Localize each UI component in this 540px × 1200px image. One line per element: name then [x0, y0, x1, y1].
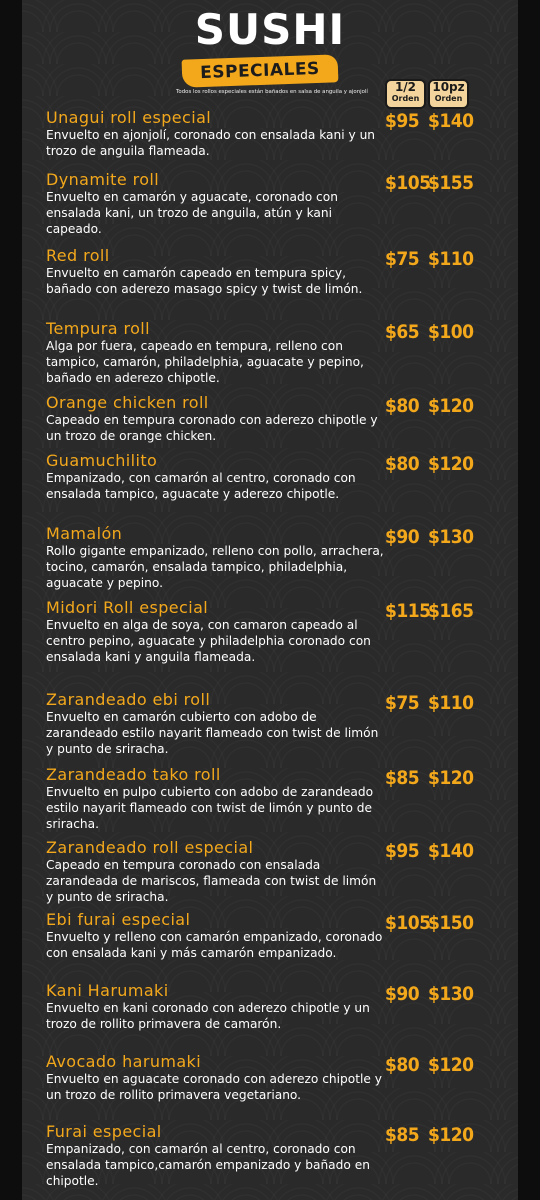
- full-price: $110: [428, 248, 474, 270]
- full-price: $120: [428, 395, 474, 417]
- item-description: Envuelto en pulpo cubierto con adobo de zarandeado estilo nayarit flameado con twist de limón y punto de sriracha.: [46, 785, 374, 831]
- full-order-badge: [428, 79, 469, 109]
- item-name: Avocado harumaki: [46, 1052, 202, 1071]
- item-name: Kani Harumaki: [46, 981, 169, 1000]
- page-title: SUSHI: [194, 5, 346, 54]
- full-price: $140: [428, 840, 474, 862]
- menu-item: [46, 246, 486, 297]
- item-name: Orange chicken roll: [46, 393, 209, 412]
- half-price: $105: [385, 172, 431, 194]
- item-name: Ebi furai especial: [46, 910, 191, 929]
- half-order-size: 1/2: [394, 80, 417, 94]
- full-price: $120: [428, 767, 474, 789]
- half-order-badge: [385, 79, 426, 109]
- menu-item: [46, 451, 486, 502]
- full-order-label: Orden: [434, 94, 463, 103]
- half-price: $75: [385, 248, 420, 270]
- full-price: $155: [428, 172, 474, 194]
- menu-item: [46, 319, 486, 386]
- half-price: $85: [385, 767, 420, 789]
- full-price: $130: [428, 526, 474, 548]
- half-price: $80: [385, 1054, 420, 1076]
- menu-item: [46, 838, 486, 905]
- item-name: Midori Roll especial: [46, 598, 209, 617]
- item-description: Envuelto en camarón capeado en tempura spicy, bañado con aderezo masago spicy y twist de limón.: [46, 266, 363, 296]
- item-description: Envuelto en kani coronado con aderezo chipotle y un trozo de rollito primavera de camarón.: [46, 1001, 370, 1031]
- full-price: $150: [428, 912, 474, 934]
- item-name: Dynamite roll: [46, 170, 160, 189]
- item-name: Mamalón: [46, 524, 123, 543]
- half-price: $105: [385, 912, 431, 934]
- half-price: $95: [385, 110, 420, 132]
- menu-item: [46, 1052, 486, 1103]
- full-price: $120: [428, 453, 474, 475]
- half-price: $90: [385, 983, 420, 1005]
- menu-item: [46, 910, 486, 961]
- item-description: Empanizado, con camarón al centro, coronado con ensalada tampico,camarón empanizado y bañado en chipotle.: [46, 1142, 370, 1188]
- item-description: Capeado en tempura coronado con ensalada zarandeada de mariscos, flameada con twist de limón y punto de sriracha.: [46, 858, 377, 904]
- item-name: Tempura roll: [46, 319, 150, 338]
- full-price: $110: [428, 692, 474, 714]
- half-price: $65: [385, 321, 420, 343]
- item-description: Envuelto en aguacate coronado con aderezo chipotle y un trozo de rollito primavera vegetariano.: [46, 1072, 382, 1102]
- menu-item: [46, 690, 486, 757]
- item-name: Guamuchilito: [46, 451, 158, 470]
- full-price: $130: [428, 983, 474, 1005]
- full-price: $100: [428, 321, 474, 343]
- menu-item: [46, 393, 486, 444]
- item-description: Rollo gigante empanizado, relleno con pollo, arrachera, tocino, camarón, ensalada tampico, philadelphia, aguacate y pepino.: [46, 544, 384, 590]
- item-description: Envuelto y relleno con camarón empanizado, coronado con ensalada kani y más camarón empanizado.: [46, 930, 383, 960]
- item-name: Red roll: [46, 246, 110, 265]
- item-description: Alga por fuera, capeado en tempura, relleno con tampico, camarón, philadelphia, aguacate y pepino, bañado en aderezo chipotle.: [46, 339, 364, 385]
- item-name: Zarandeado ebi roll: [46, 690, 211, 709]
- half-price: $90: [385, 526, 420, 548]
- item-name: Furai especial: [46, 1122, 162, 1141]
- half-price: $115: [385, 600, 431, 622]
- item-name: Zarandeado roll especial: [46, 838, 254, 857]
- half-price: $85: [385, 1124, 420, 1146]
- menu-item: [46, 524, 486, 591]
- banner-label: ESPECIALES: [199, 58, 321, 84]
- full-order-size: 10pz: [432, 80, 465, 94]
- menu-item: [46, 1122, 486, 1189]
- full-price: $120: [428, 1124, 474, 1146]
- menu-item: [46, 170, 486, 237]
- menu-item: [46, 598, 486, 665]
- half-price: $80: [385, 453, 420, 475]
- item-name: Unagui roll especial: [46, 108, 212, 127]
- especiales-banner: [182, 54, 339, 87]
- half-price: $80: [385, 395, 420, 417]
- sauce-note: Todos los rollos especiales están bañados en salsa de anguila y ajonjolí: [176, 89, 368, 95]
- menu-card: [22, 0, 518, 1200]
- half-price: $95: [385, 840, 420, 862]
- item-description: Envuelto en camarón cubierto con adobo de zarandeado estilo nayarit flameado con twist de limón y punto de sriracha.: [46, 710, 379, 756]
- menu-item: [46, 108, 486, 159]
- item-description: Capeado en tempura coronado con aderezo chipotle y un trozo de orange chicken.: [46, 413, 378, 443]
- full-price: $165: [428, 600, 474, 622]
- half-order-label: Orden: [391, 94, 420, 103]
- full-price: $120: [428, 1054, 474, 1076]
- item-description: Envuelto en ajonjolí, coronado con ensalada kani y un trozo de anguila flameada.: [46, 128, 376, 158]
- half-price: $75: [385, 692, 420, 714]
- item-description: Envuelto en camarón y aguacate, coronado con ensalada kani, un trozo de anguila, atún y kani capeado.: [46, 190, 338, 236]
- item-description: Empanizado, con camarón al centro, coronado con ensalada tampico, aguacate y aderezo chipotle.: [46, 471, 356, 501]
- item-name: Zarandeado tako roll: [46, 765, 221, 784]
- menu-item: [46, 765, 486, 832]
- full-price: $140: [428, 110, 474, 132]
- menu-item: [46, 981, 486, 1032]
- item-description: Envuelto en alga de soya, con camaron capeado al centro pepino, aguacate y philadelphia coronado con ensalada kani y anguila flameada.: [46, 618, 371, 664]
